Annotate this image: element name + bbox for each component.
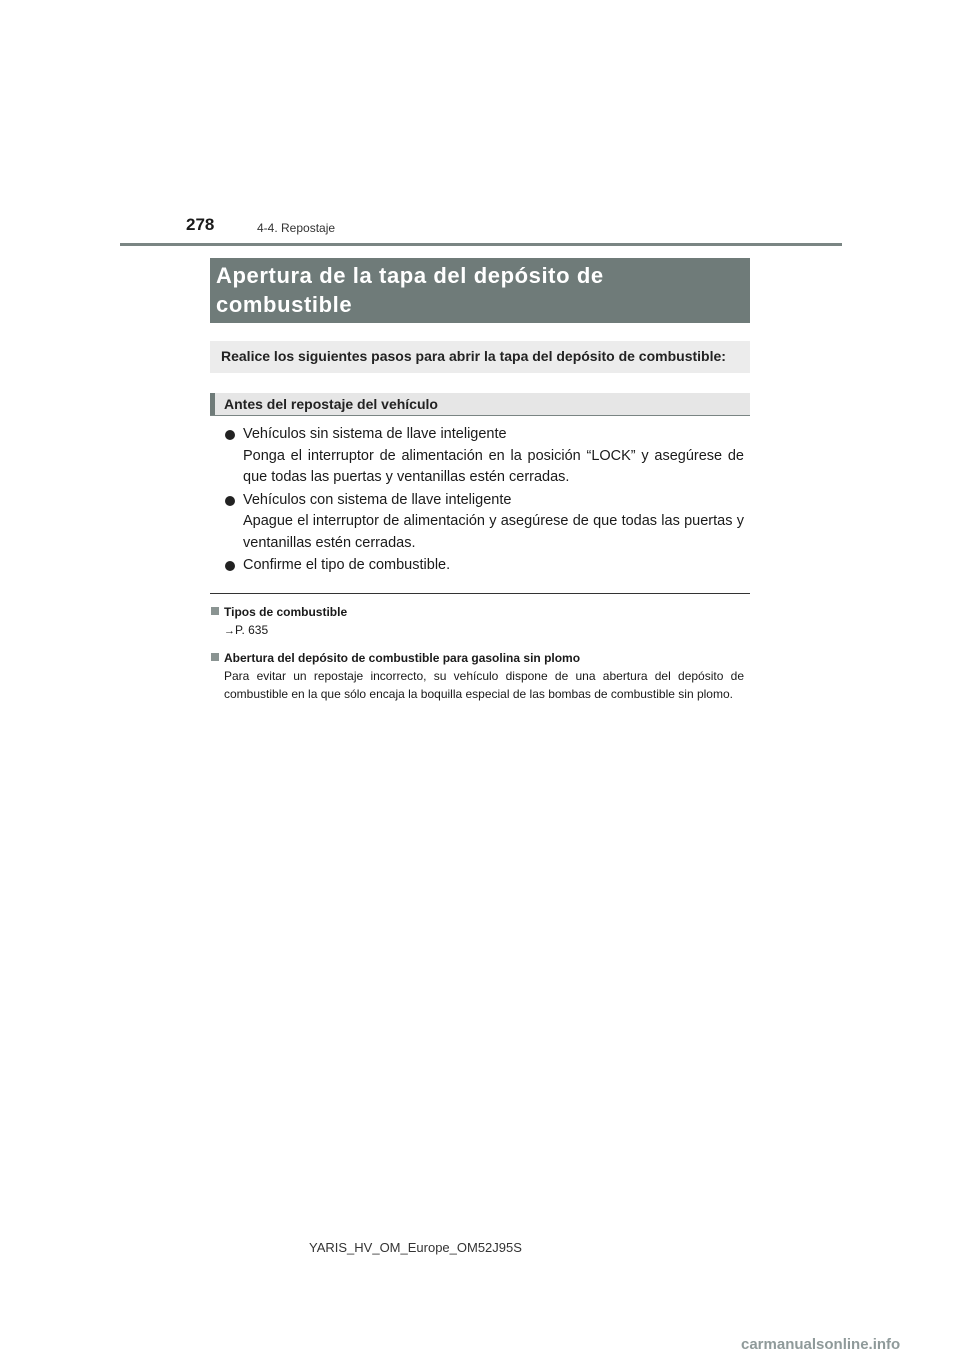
note-fuel-types	[210, 603, 750, 640]
notes-divider	[210, 593, 750, 594]
arrow-right-icon: →	[224, 624, 235, 637]
bullet-heading: Vehículos sin sistema de llave inteligente	[243, 426, 507, 442]
subheading-marker	[210, 393, 215, 415]
bullet-body: Ponga el interruptor de alimentación en la posición “LOCK” y asegúrese de que todas las puertas y ventanillas estén cerradas.	[243, 447, 744, 485]
note-body: Para evitar un repostaje incorrecto, su vehículo dispone de una abertura del depósito de combustible en la que sólo encaja la boquilla especial de las bombas de combustible sin plomo.	[224, 668, 744, 701]
bullet-body: Apague el interruptor de alimentación y asegúrese de que todas las puertas y ventanillas estén cerradas.	[243, 513, 744, 551]
bullet-dot-icon	[225, 496, 235, 506]
intro-text: Realice los siguientes pasos para abrir la tapa del depósito de combustible:	[210, 341, 750, 373]
square-bullet-icon	[211, 607, 219, 615]
list-item	[210, 555, 750, 577]
subheading	[210, 393, 750, 416]
page-reference-link[interactable]: P. 635	[235, 622, 269, 637]
bullet-dot-icon	[225, 561, 235, 571]
page-number: 278	[186, 215, 215, 234]
note-heading	[210, 649, 750, 667]
note-heading-text: Abertura del depósito de combustible para gasolina sin plomo	[224, 650, 581, 665]
bullet-heading: Vehículos con sistema de llave inteligente	[243, 491, 512, 508]
list-item	[210, 490, 750, 555]
watermark: carmanualsonline.info	[741, 1336, 901, 1353]
list-item	[210, 424, 750, 489]
note-body	[210, 621, 750, 640]
square-bullet-icon	[211, 653, 219, 661]
page-content	[210, 258, 750, 703]
subheading-text: Antes del repostaje del vehículo	[224, 396, 438, 412]
section-label: 4-4. Repostaje	[257, 221, 336, 235]
document-footer: YARIS_HV_OM_Europe_OM52J95S	[309, 1240, 522, 1255]
bullet-list	[210, 424, 750, 577]
bullet-heading: Confirme el tipo de combustible.	[243, 557, 451, 573]
note-heading-text: Tipos de combustible	[224, 604, 348, 619]
header-divider	[120, 243, 842, 246]
note-unleaded-opening	[210, 649, 750, 703]
note-heading	[210, 603, 750, 621]
page-title: Apertura de la tapa del depósito de combustible	[210, 258, 750, 323]
page-header	[0, 0, 960, 250]
bullet-dot-icon	[225, 430, 235, 440]
